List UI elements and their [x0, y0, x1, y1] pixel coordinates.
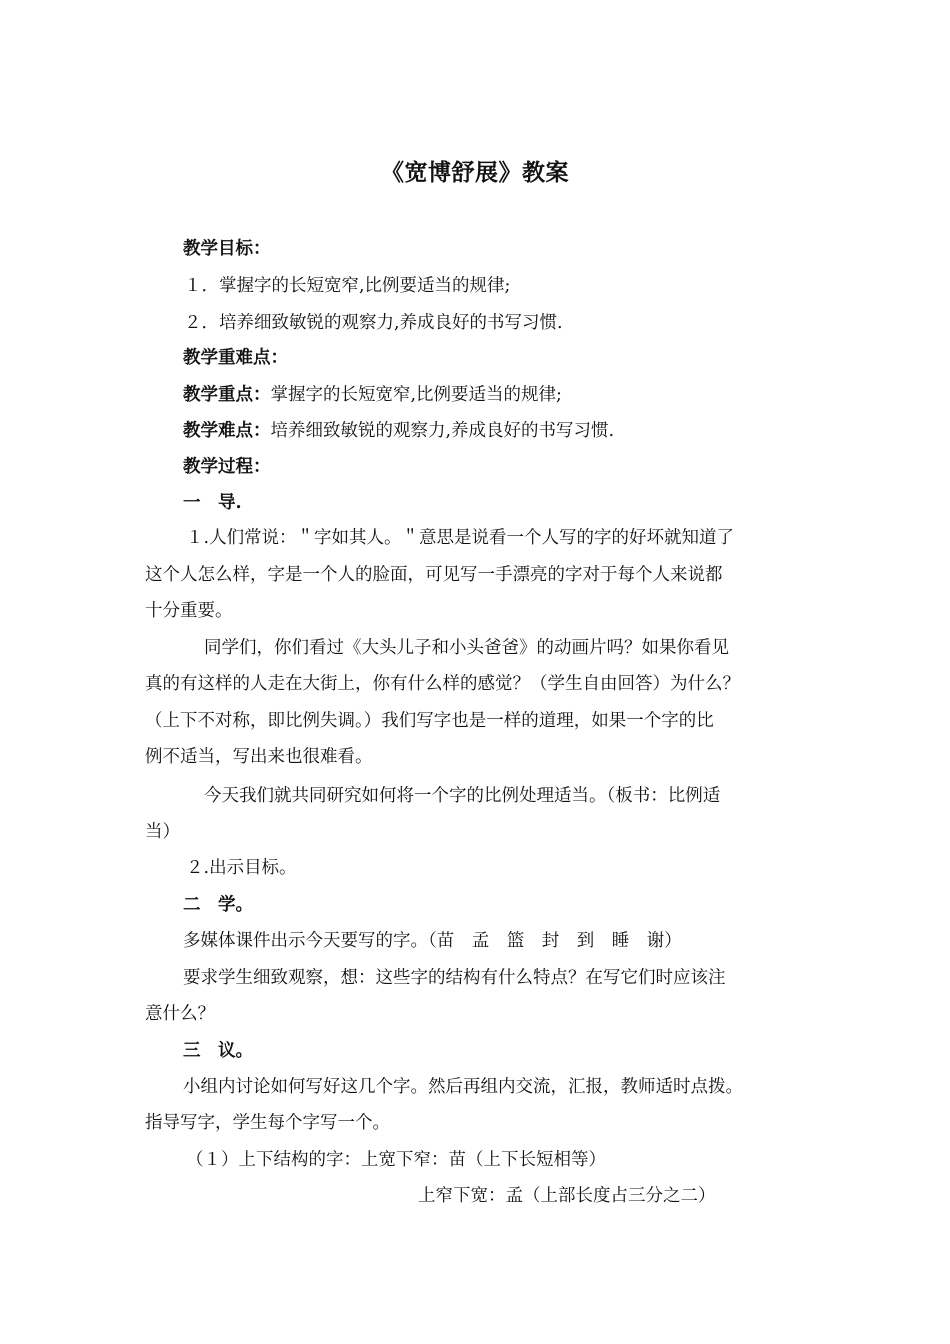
document-title: 《宽博舒展》教案 — [381, 159, 569, 186]
step-line: ２.出示目标。 — [186, 858, 297, 878]
process-heading: 教学过程： — [183, 457, 271, 477]
paragraph-line: 十分重要。 — [145, 601, 233, 621]
paragraph-line: 当） — [145, 822, 180, 842]
key-point-line — [183, 383, 562, 407]
key-points-heading: 教学重难点： — [183, 348, 288, 368]
paragraph-line: 这个人怎么样，字是一个人的脸面，可见写一手漂亮的字对于每个人来说都 — [145, 565, 723, 585]
section-heading: 一 导. — [183, 493, 242, 513]
paragraph-line: 例不适当，写出来也很难看。 — [145, 747, 373, 767]
section-heading: 二 学。 — [183, 895, 253, 915]
key-point-label: 教学重点： — [183, 385, 271, 405]
key-point-text: 掌握字的长短宽窄,比例要适当的规律; — [270, 385, 562, 405]
paragraph-line: 真的有这样的人走在大街上，你有什么样的感觉？（学生自由回答）为什么？ — [145, 674, 740, 694]
paragraph-line: １.人们常说：＂字如其人。＂意思是说看一个人写的字的好坏就知道了 — [186, 528, 735, 548]
list-item: 上窄下宽：孟（上部长度占三分之二） — [418, 1186, 716, 1206]
list-item: （１）上下结构的字：上宽下窄：苗（上下长短相等） — [186, 1150, 606, 1170]
paragraph-line: 指导写字，学生每个字写一个。 — [145, 1113, 390, 1133]
difficulty-line — [183, 419, 614, 443]
section-heading: 三 议。 — [183, 1041, 253, 1061]
objective-item: ２．培养细致敏锐的观察力,养成良好的书写习惯. — [184, 313, 563, 333]
paragraph-line: 多媒体课件出示今天要写的字。（苗 孟 篮 封 到 睡 谢） — [183, 931, 682, 951]
difficulty-label: 教学难点： — [183, 421, 271, 441]
difficulty-text: 培养细致敏锐的观察力,养成良好的书写习惯. — [270, 421, 615, 441]
paragraph-line: 意什么？ — [145, 1004, 215, 1024]
objectives-heading: 教学目标： — [183, 239, 271, 259]
paragraph-line: 同学们，你们看过《大头儿子和小头爸爸》的动画片吗？如果你看见 — [204, 638, 729, 658]
paragraph-line: 小组内讨论如何写好这几个字。然后再组内交流，汇报，教师适时点拨。 — [183, 1077, 743, 1097]
objective-item: １．掌握字的长短宽窄,比例要适当的规律; — [184, 276, 511, 296]
paragraph-line: 要求学生细致观察，想：这些字的结构有什么特点？在写它们时应该注 — [183, 968, 726, 988]
paragraph-line: （上下不对称，即比例失调。）我们写字也是一样的道理，如果一个字的比 — [145, 711, 714, 731]
paragraph-line: 今天我们就共同研究如何将一个字的比例处理适当。（板书：比例适 — [204, 786, 721, 806]
